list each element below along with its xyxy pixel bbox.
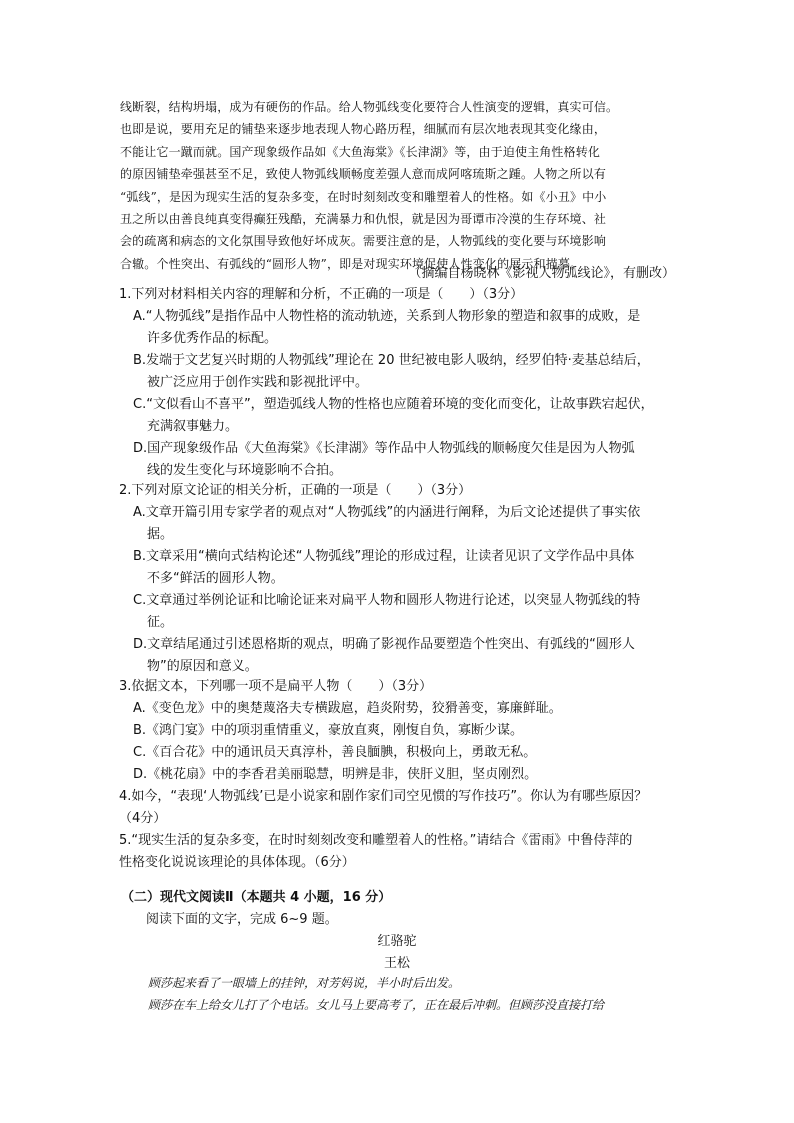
option-a-cont: 许多优秀作品的标配。	[147, 331, 278, 346]
question-2	[119, 480, 694, 678]
option-c: C.文章通过举例论证和比喻论证来对扁平人物和圆形人物进行论述，以突显人物弧线的特	[133, 593, 641, 608]
question-stem-cont: 性格变化说说该理论的具体体现。（6分）	[119, 855, 355, 870]
question-stem: 3.依据文本，下列哪一项不是扁平人物（ ）（3分）	[119, 679, 433, 694]
option-b-cont: 不多“鲜活的圆形人物。	[147, 571, 284, 586]
option-c-cont: 征。	[147, 615, 174, 630]
option-b: B.《鸿门宴》中的项羽重情重义，豪放直爽，刚愎自负，寡断少谋。	[133, 723, 524, 738]
story-author: 王松	[383, 956, 410, 971]
option-a: A.“人物弧线”是指作品中人物性格的流动轨迹，关系到人物形象的塑造和叙事的成败，是	[133, 309, 641, 324]
story-paragraph: 顾莎在车上给女儿打了个电话。女儿马上要高考了，正在最后冲刺。但顾莎没直接打给	[148, 998, 605, 1012]
option-d: D.文章结尾通过引述恩格斯的观点，明确了影视作品要塑造个性突出、有弧线的“圆形人	[133, 637, 635, 652]
option-d: D.《桃花扇》中的李香君美丽聪慧，明辨是非，侠肝义胆，坚贞刚烈。	[133, 767, 538, 782]
story-paragraph: 顾莎起来看了一眼墙上的挂钟，对芳妈说，半小时后出发。	[148, 976, 461, 990]
excerpt-line: 也即是说，要用充足的铺垫来逐步地表现人物心路历程，细腻而有层次地表现其变化缘由，	[120, 122, 607, 137]
question-stem: 5.“现实生活的复杂多变，在时时刻刻改变和雕塑着人的性格。”请结合《雷雨》中鲁侍萍的	[119, 833, 633, 848]
excerpt-line: 的原因铺垫牵强甚至不足，致使人物弧线顺畅度差强人意而成阿喀琉斯之踵。人物之所以有	[120, 167, 607, 182]
section-heading: （二）现代文阅读Ⅱ（本题共 4 小题，16 分）	[121, 890, 392, 905]
option-a: A.文章开篇引用专家学者的观点对“人物弧线”的内涵进行阐释，为后文论述提供了事实依	[133, 505, 641, 520]
option-b: B.发端于文艺复兴时期的人物弧线”理论在 20 世纪被电影人吸纳，经罗伯特·麦基总结后，	[133, 353, 650, 368]
excerpt-line: 丑之所以由善良纯真变得癫狂残酷，充满暴力和仇恨，就是因为哥谭市冷漠的生存环境、社	[120, 212, 607, 227]
excerpt-line: 合辙。个性突出、有弧线的“圆形人物”，即是对现实环境促使人性变化的展示和描摹。	[120, 256, 583, 271]
question-points: （4分）	[119, 811, 167, 826]
question-stem: 4.如今，“表现‘人物弧线’已是小说家和剧作家们司空见惯的写作技巧”。你认为有哪些原因？	[119, 789, 648, 804]
option-d-cont: 物”的原因和意义。	[147, 659, 258, 674]
question-1	[119, 284, 694, 482]
excerpt-line: “弧线”，是因为现实生活的复杂多变，在时时刻刻改变和雕塑着人的性格。如《小丑》中小	[120, 189, 607, 204]
question-stem: 2.下列对原文论证的相关分析，正确的一项是（ ）（3分）	[119, 483, 472, 498]
excerpt-source: （摘编自杨晓林《影视人物弧线论》，有删改）	[408, 266, 675, 281]
option-a: A.《变色龙》中的奥楚蔑洛夫专横跋扈，趋炎附势，狡猾善变，寡廉鲜耻。	[133, 701, 562, 716]
option-b-cont: 被广泛应用于创作实践和影视批评中。	[147, 375, 369, 390]
excerpt-paragraph	[120, 96, 690, 275]
section-instruction: 阅读下面的文字，完成 6~9 题。	[146, 912, 338, 927]
option-d-cont: 线的发生变化与环境影响不合拍。	[147, 463, 343, 478]
option-a-cont: 据。	[147, 527, 174, 542]
question-stem: 1.下列对材料相关内容的理解和分析，不正确的一项是（ ）（3分）	[119, 287, 524, 302]
option-d: D.国产现象级作品《大鱼海棠》《长津湖》等作品中人物弧线的顺畅度欠佳是因为人物弧	[133, 441, 635, 456]
option-c: C.《百合花》中的通讯员天真淳朴，善良腼腆，积极向上，勇敢无私。	[133, 745, 537, 760]
story-body	[120, 972, 695, 1016]
excerpt-line: 会的疏离和病态的文化氛围导致他好坏成灰。需要注意的是，人物弧线的变化要与环境影响	[120, 234, 607, 249]
option-c-cont: 充满叙事魅力。	[147, 419, 239, 434]
question-4	[119, 786, 694, 830]
question-5	[119, 830, 694, 874]
excerpt-line: 线断裂，结构坍塌，成为有硬伤的作品。给人物弧线变化要符合人性演变的逻辑，真实可信。	[120, 100, 619, 114]
story-title: 红骆驼	[377, 934, 417, 949]
excerpt-line: 不能让它一蹴而就。国产现象级作品如《大鱼海棠》《长津湖》等，由于迫使主角性格转化	[120, 144, 601, 159]
option-c: C.“文似看山不喜平”，塑造弧线人物的性格也应随着环境的变化而变化，让故事跌宕起伏，	[133, 397, 654, 412]
question-3	[119, 676, 694, 786]
option-b: B.文章采用“横向式结构论述“人物弧线”理论的形成过程，让读者见识了文学作品中具体	[133, 549, 635, 564]
